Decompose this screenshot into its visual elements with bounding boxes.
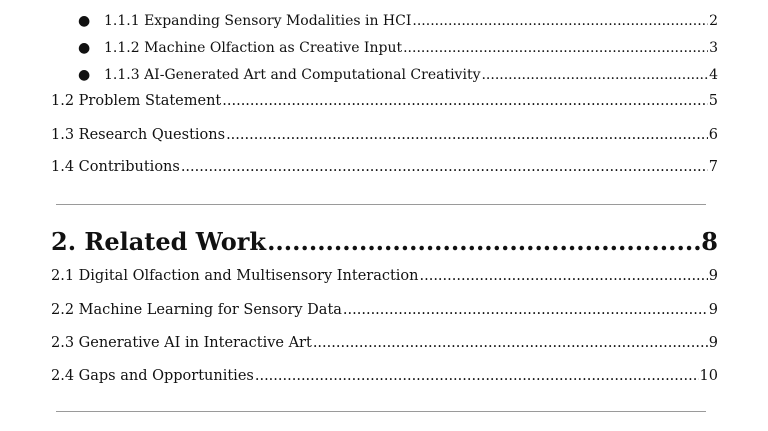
bullet-icon: ● [78,40,91,56]
toc-page-number: 2 [709,13,718,29]
toc-entry-title: 2.2 Machine Learning for Sensory Data [51,302,342,318]
bullet-icon: ● [78,13,91,29]
section-divider [56,204,706,205]
toc-entry-1-1-3[interactable] [78,67,718,83]
dot-leader [420,268,708,284]
toc-entry-2-1[interactable] [51,268,718,284]
dot-leader [313,335,708,351]
toc-entry-2-3[interactable] [51,335,718,351]
toc-entry-title: 2.3 Generative AI in Interactive Art [51,335,312,351]
toc-entry-1-3[interactable] [51,127,718,143]
toc-page-number: 5 [708,93,718,109]
toc-entry-title: 1.1.1 Expanding Sensory Modalities in HCI [104,13,412,29]
toc-entry-2-4[interactable] [51,368,718,384]
toc-entry-title: 1.1.3 AI-Generated Art and Computational Creativity [104,67,481,83]
dot-leader [181,159,708,175]
toc-entry-title: 1.4 Contributions [51,159,180,175]
dot-leader [226,127,708,143]
dot-leader [403,40,708,56]
toc-entry-title: 1.3 Research Questions [51,127,226,143]
toc-page-number: 9 [708,335,718,351]
toc-page-number: 9 [708,268,718,284]
toc-entry-1-1-1[interactable] [78,13,718,29]
toc-entry-2-2[interactable] [51,302,718,318]
dot-leader [267,227,700,256]
toc-entry-title: 1.2 Problem Statement [51,93,222,109]
dot-leader [255,368,699,384]
toc-entry-1-1-2[interactable] [78,40,718,56]
toc-entry-title: 2.4 Gaps and Opportunities [51,368,254,384]
toc-entry-1-2[interactable] [51,93,718,109]
toc-page-number: 3 [709,40,718,56]
toc-entry-title: 2.1 Digital Olfaction and Multisensory Interaction [51,268,419,284]
section-divider [56,411,706,412]
toc-page-number: 4 [709,67,718,83]
toc-page-number: 9 [708,302,718,318]
dot-leader [343,302,708,318]
toc-entry-chapter-2[interactable] [51,227,718,256]
toc-page-number: 8 [701,227,718,256]
toc-page-number: 6 [708,127,718,143]
toc-entry-title: 1.1.2 Machine Olfaction as Creative Input [104,40,403,56]
chapter-title: 2. Related Work [51,227,267,256]
bullet-icon: ● [78,67,91,83]
toc-page-number: 7 [708,159,718,175]
dot-leader [412,13,708,29]
dot-leader [481,67,708,83]
toc-page-number: 10 [699,368,718,384]
dot-leader [222,93,708,109]
toc-entry-1-4[interactable] [51,159,718,175]
